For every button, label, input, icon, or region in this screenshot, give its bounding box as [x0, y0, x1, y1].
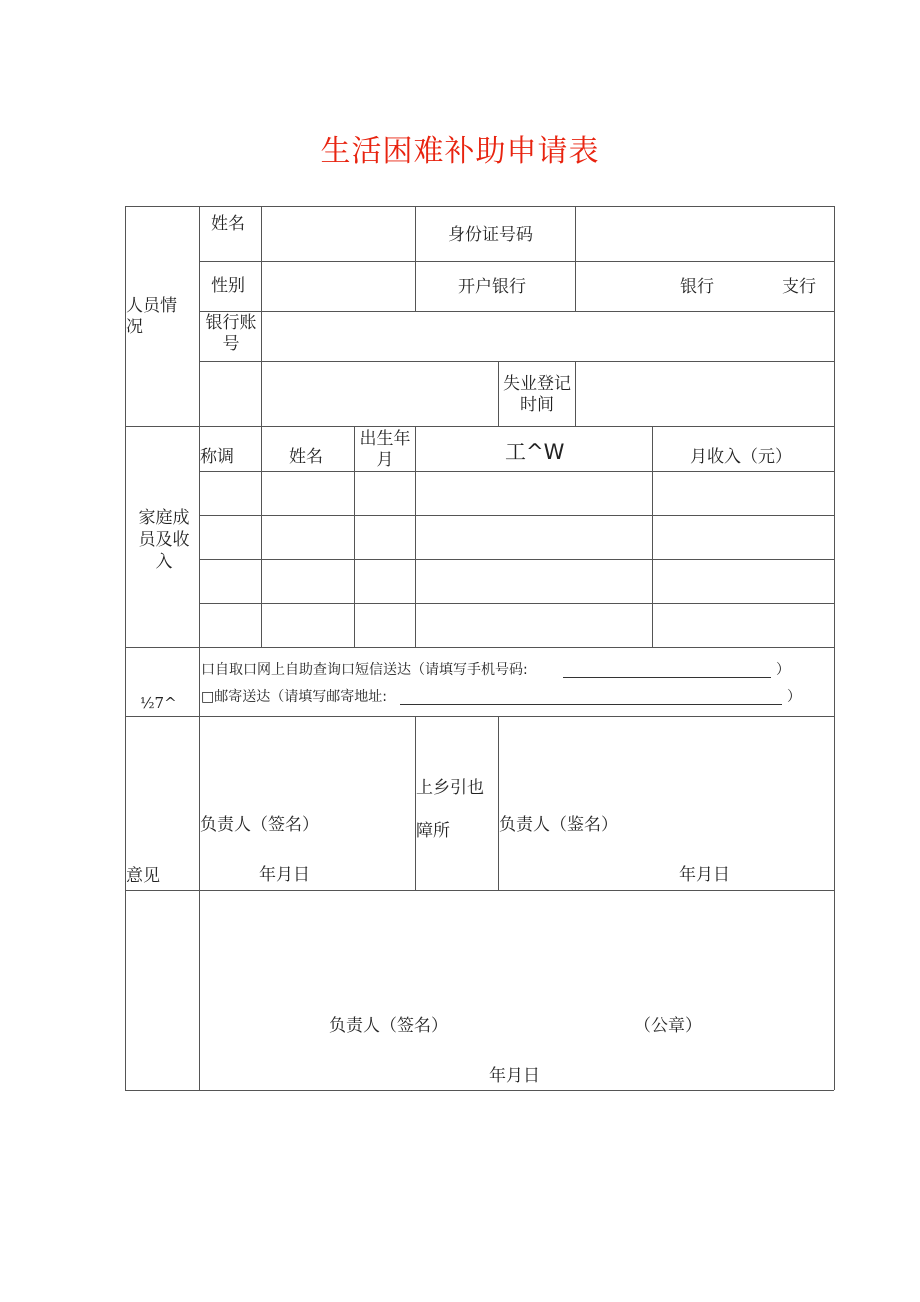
- delivery-option-1: 口自取口网上自助查询口短信送达（请填写手机号码:: [201, 662, 528, 678]
- table-border: [834, 206, 835, 1090]
- mid-label-2: 障所: [416, 821, 450, 841]
- branch-suffix: 支行: [782, 277, 816, 297]
- final-date: 年月日: [489, 1066, 540, 1086]
- row-line: [199, 311, 834, 312]
- table-border: [125, 1090, 834, 1091]
- final-signer: 负责人（签名）: [329, 1016, 448, 1036]
- col-line: [415, 426, 416, 647]
- row-line: [199, 515, 834, 516]
- section-personal: 人员情况: [126, 296, 177, 337]
- col-line: [575, 206, 576, 311]
- signer-2: 负责人（鉴名）: [499, 815, 618, 835]
- col-line: [261, 206, 262, 647]
- delivery-label: ½7^: [140, 694, 177, 712]
- opinion-label: 意见: [126, 866, 160, 886]
- label-id-number: 身份证号码: [448, 225, 533, 245]
- header-relation: 称调: [200, 447, 234, 467]
- date-2: 年月日: [679, 865, 730, 885]
- row-line: [125, 426, 834, 427]
- row-line: [125, 647, 834, 648]
- row-line: [125, 716, 834, 717]
- mid-label-1: 上乡引也: [416, 778, 484, 798]
- col-line: [354, 426, 355, 647]
- form-title: 生活困难补助申请表: [320, 134, 600, 169]
- bank-suffix: 银行: [680, 277, 714, 297]
- row-line: [125, 890, 834, 891]
- delivery-option-2: □邮寄送达（请填写邮寄地址:: [201, 689, 387, 705]
- label-account: 银行账号: [205, 313, 257, 354]
- row-line: [199, 361, 834, 362]
- col-line: [498, 716, 499, 890]
- address-input-line[interactable]: [400, 704, 782, 705]
- row-line: [199, 603, 834, 604]
- label-bank: 开户银行: [458, 277, 526, 297]
- col-line: [415, 716, 416, 890]
- header-income: 月收入（元）: [690, 447, 792, 467]
- header-name: 姓名: [289, 447, 323, 467]
- col-line: [415, 206, 416, 311]
- label-gender: 性别: [211, 276, 245, 296]
- col-line: [199, 206, 200, 1090]
- final-seal: （公章）: [634, 1016, 702, 1036]
- paren: ）: [787, 689, 801, 705]
- date-1: 年月日: [259, 865, 310, 885]
- table-border: [125, 206, 126, 1090]
- paren: ）: [776, 662, 790, 678]
- header-birth: 出生年月: [359, 429, 411, 470]
- section-family: 家庭成员及收入: [138, 508, 190, 572]
- label-unemployed-time: 失业登记时间: [503, 374, 571, 415]
- row-line: [199, 261, 834, 262]
- col-line: [652, 426, 653, 647]
- label-name: 姓名: [211, 214, 245, 234]
- col-line: [575, 361, 576, 426]
- row-line: [199, 471, 834, 472]
- phone-input-line[interactable]: [563, 677, 771, 678]
- table-border: [125, 206, 834, 207]
- col-line: [498, 361, 499, 426]
- signer-1: 负责人（签名）: [200, 815, 319, 835]
- header-work: 工^W: [505, 440, 565, 464]
- row-line: [199, 559, 834, 560]
